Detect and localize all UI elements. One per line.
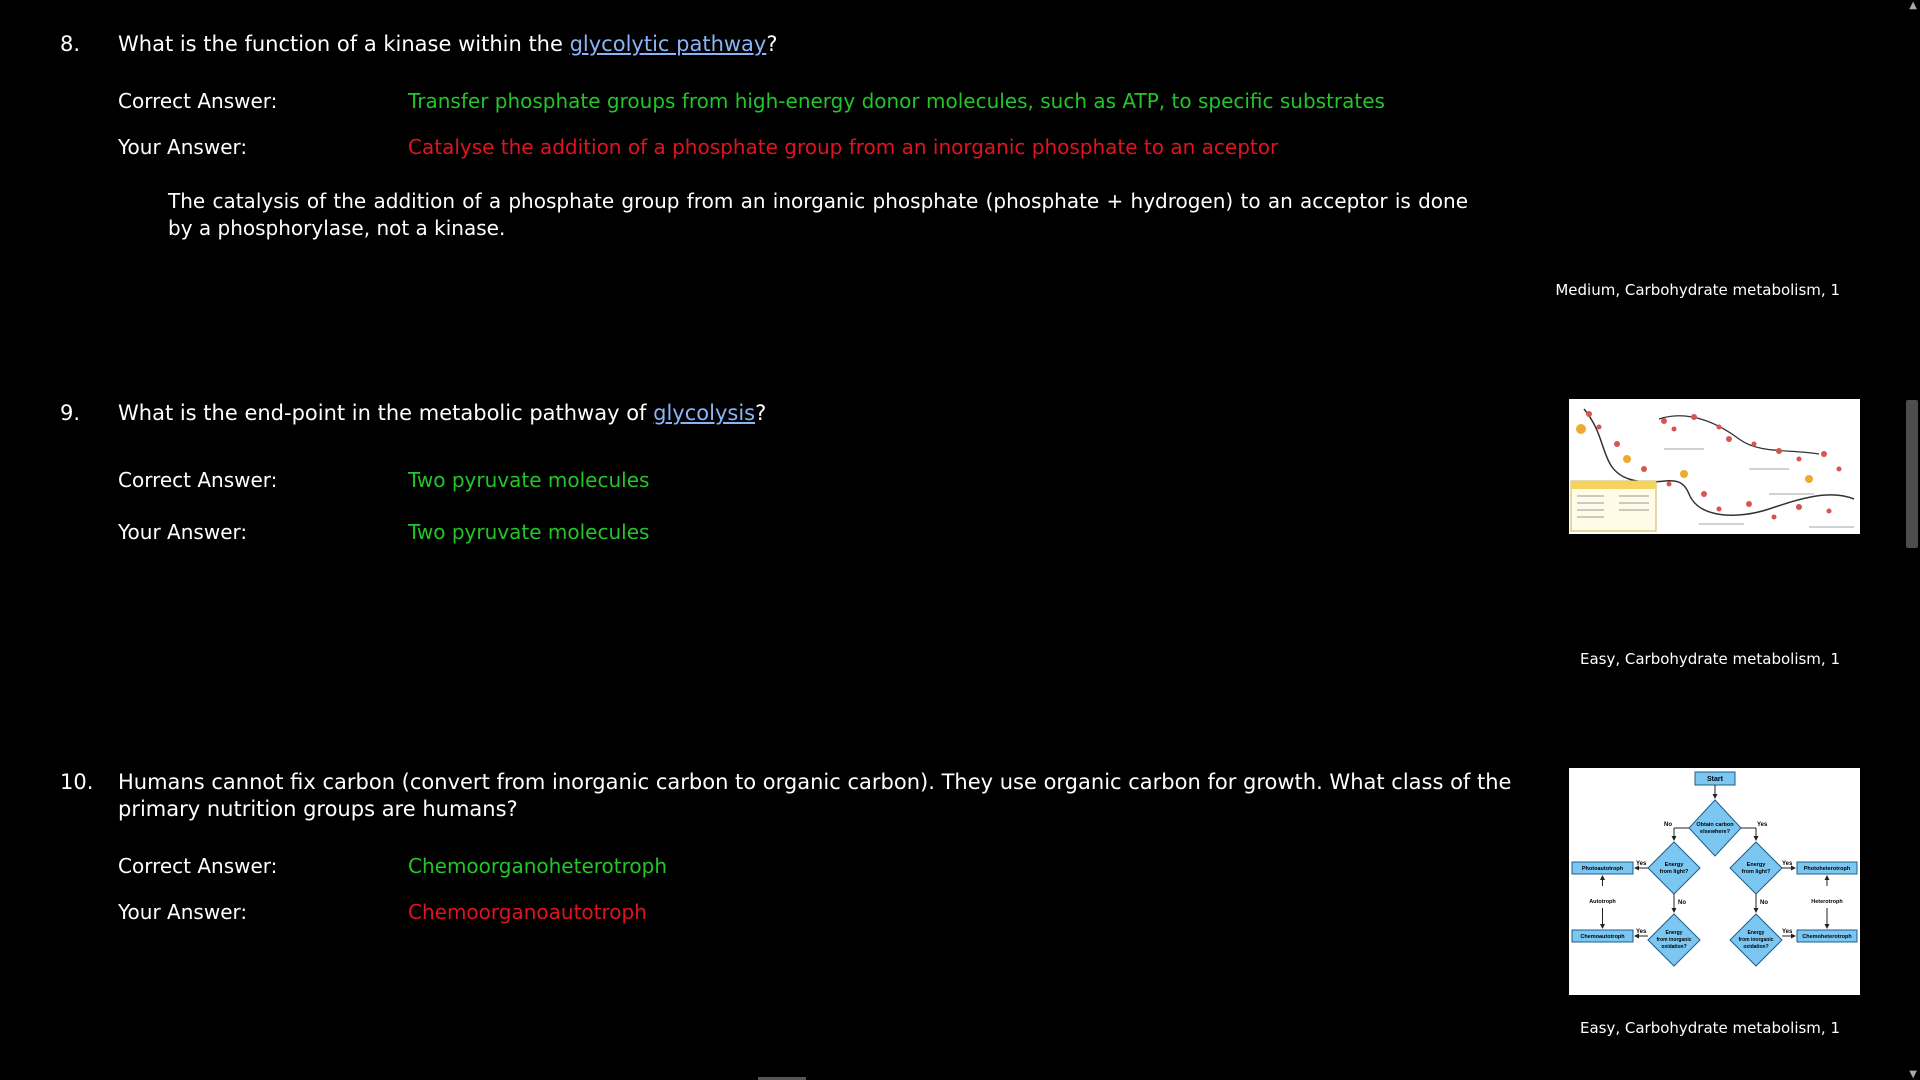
svg-text:from inorganic [1738, 937, 1773, 943]
nutrition-groups-flowchart[interactable] [1569, 768, 1860, 995]
flow-yes-2: Yes [1636, 861, 1647, 867]
svg-text:from inorganic [1656, 937, 1691, 943]
correct-answer-label: Correct Answer: [118, 854, 278, 878]
question-meta: Medium, Carbohydrate metabolism, 1 [1555, 281, 1840, 299]
glycolytic-pathway-link[interactable]: glycolytic pathway [569, 32, 767, 56]
your-answer-label: Your Answer: [118, 520, 248, 544]
answer-explanation: The catalysis of the addition of a phosphate group from an inorganic phosphate (phosphate + hydrogen) to an acceptor is done by a phosphorylase, not a kinase. [168, 189, 1468, 240]
question-number: 9. [60, 401, 81, 425]
flow-chemoautotroph: Chemoautotroph [1580, 934, 1625, 940]
flow-chemoheterotroph: Chemoheterotroph [1802, 934, 1852, 940]
your-answer-value: Two pyruvate molecules [408, 520, 650, 544]
your-answer-value: Chemoorganoautotroph [408, 900, 647, 924]
correct-answer-value: Two pyruvate molecules [408, 468, 650, 492]
flow-yes-3: Yes [1782, 861, 1793, 867]
flow-no-1: No [1664, 822, 1672, 828]
flow-q-inorg-l-3: oxidation? [1661, 944, 1687, 950]
vertical-scrollbar[interactable] [1905, 0, 1920, 1080]
question-number: 8. [60, 32, 81, 56]
svg-text:from light? [1660, 869, 1689, 875]
flow-q-light-r-1: Energy [1746, 862, 1766, 868]
your-answer-label: Your Answer: [118, 135, 248, 159]
question-number: 10. [60, 770, 94, 794]
flow-no-3: No [1760, 900, 1768, 906]
svg-text:oxidation? [1661, 944, 1686, 950]
flow-q-inorg-r-2: from inorganic [1738, 937, 1774, 943]
correct-answer-value: Transfer phosphate groups from high-energy donor molecules, such as ATP, to specific substrates [408, 89, 1385, 113]
flow-q-inorg-l-2: from inorganic [1656, 937, 1692, 943]
question-text: Humans cannot fix carbon (convert from inorganic carbon to organic carbon). They use organic carbon for growth. What class of the primary nutrition groups are humans? [118, 770, 1512, 821]
your-answer-value: Catalyse the addition of a phosphate group from an inorganic phosphate to an aceptor [408, 135, 1279, 159]
question-text-pre: What is the function of a kinase within the [118, 32, 570, 56]
svg-text:Obtain carbon [1696, 822, 1734, 828]
flow-start: Start [1707, 776, 1723, 783]
correct-answer-label: Correct Answer: [118, 89, 278, 113]
question-meta: Easy, Carbohydrate metabolism, 1 [1579, 1019, 1840, 1037]
flow-autotroph: Autotroph [1589, 899, 1616, 905]
flow-yes-1: Yes [1757, 822, 1768, 828]
svg-text:Energy [1665, 862, 1685, 868]
your-answer-label: Your Answer: [118, 900, 248, 924]
svg-text:Energy [1748, 930, 1765, 936]
question-text [118, 400, 766, 427]
flow-yes-5: Yes [1782, 929, 1793, 935]
chevron-up-icon[interactable]: ▲ [1909, 0, 1917, 11]
flow-photoautotroph: Photoautotroph [1581, 866, 1624, 872]
question-text-pre: What is the end-point in the metabolic pathway of [118, 401, 654, 425]
correct-answer-label: Correct Answer: [118, 468, 278, 492]
flow-q-inorg-r-1: Energy [1747, 930, 1765, 936]
question-text-post: ? [766, 32, 778, 56]
flow-q-obtain-2: elsewhere? [1700, 829, 1730, 835]
svg-text:Energy [1747, 862, 1767, 868]
svg-text:from light? [1742, 869, 1771, 875]
flow-q-light-l-1: Energy [1664, 862, 1684, 868]
flow-photoheterotroph: Photoheterotroph [1803, 866, 1851, 872]
correct-answer-value: Chemoorganoheterotroph [408, 854, 668, 878]
flow-q-light-r-2: from light? [1741, 869, 1771, 875]
svg-text:Energy [1666, 930, 1683, 936]
question-text [118, 31, 778, 58]
flow-no-2: No [1678, 900, 1686, 906]
scrollbar-thumb[interactable] [1906, 400, 1918, 548]
flow-q-inorg-r-3: oxidation? [1743, 944, 1769, 950]
glycolysis-link[interactable]: glycolysis [653, 401, 756, 425]
flow-yes-4: Yes [1636, 929, 1647, 935]
flow-q-inorg-l-1: Energy [1665, 930, 1683, 936]
glycolysis-pathway-image[interactable] [1569, 399, 1860, 534]
question-meta: Easy, Carbohydrate metabolism, 1 [1579, 650, 1840, 668]
flow-q-obtain-1: Obtain carbon [1696, 822, 1734, 828]
flow-q-light-l-2: from light? [1659, 869, 1689, 875]
question-text-post: ? [755, 401, 767, 425]
svg-text:elsewhere? [1700, 829, 1731, 835]
svg-text:oxidation? [1743, 944, 1768, 950]
flow-heterotroph: Heterotroph [1811, 899, 1843, 905]
chevron-down-icon[interactable]: ▼ [1909, 1069, 1917, 1080]
